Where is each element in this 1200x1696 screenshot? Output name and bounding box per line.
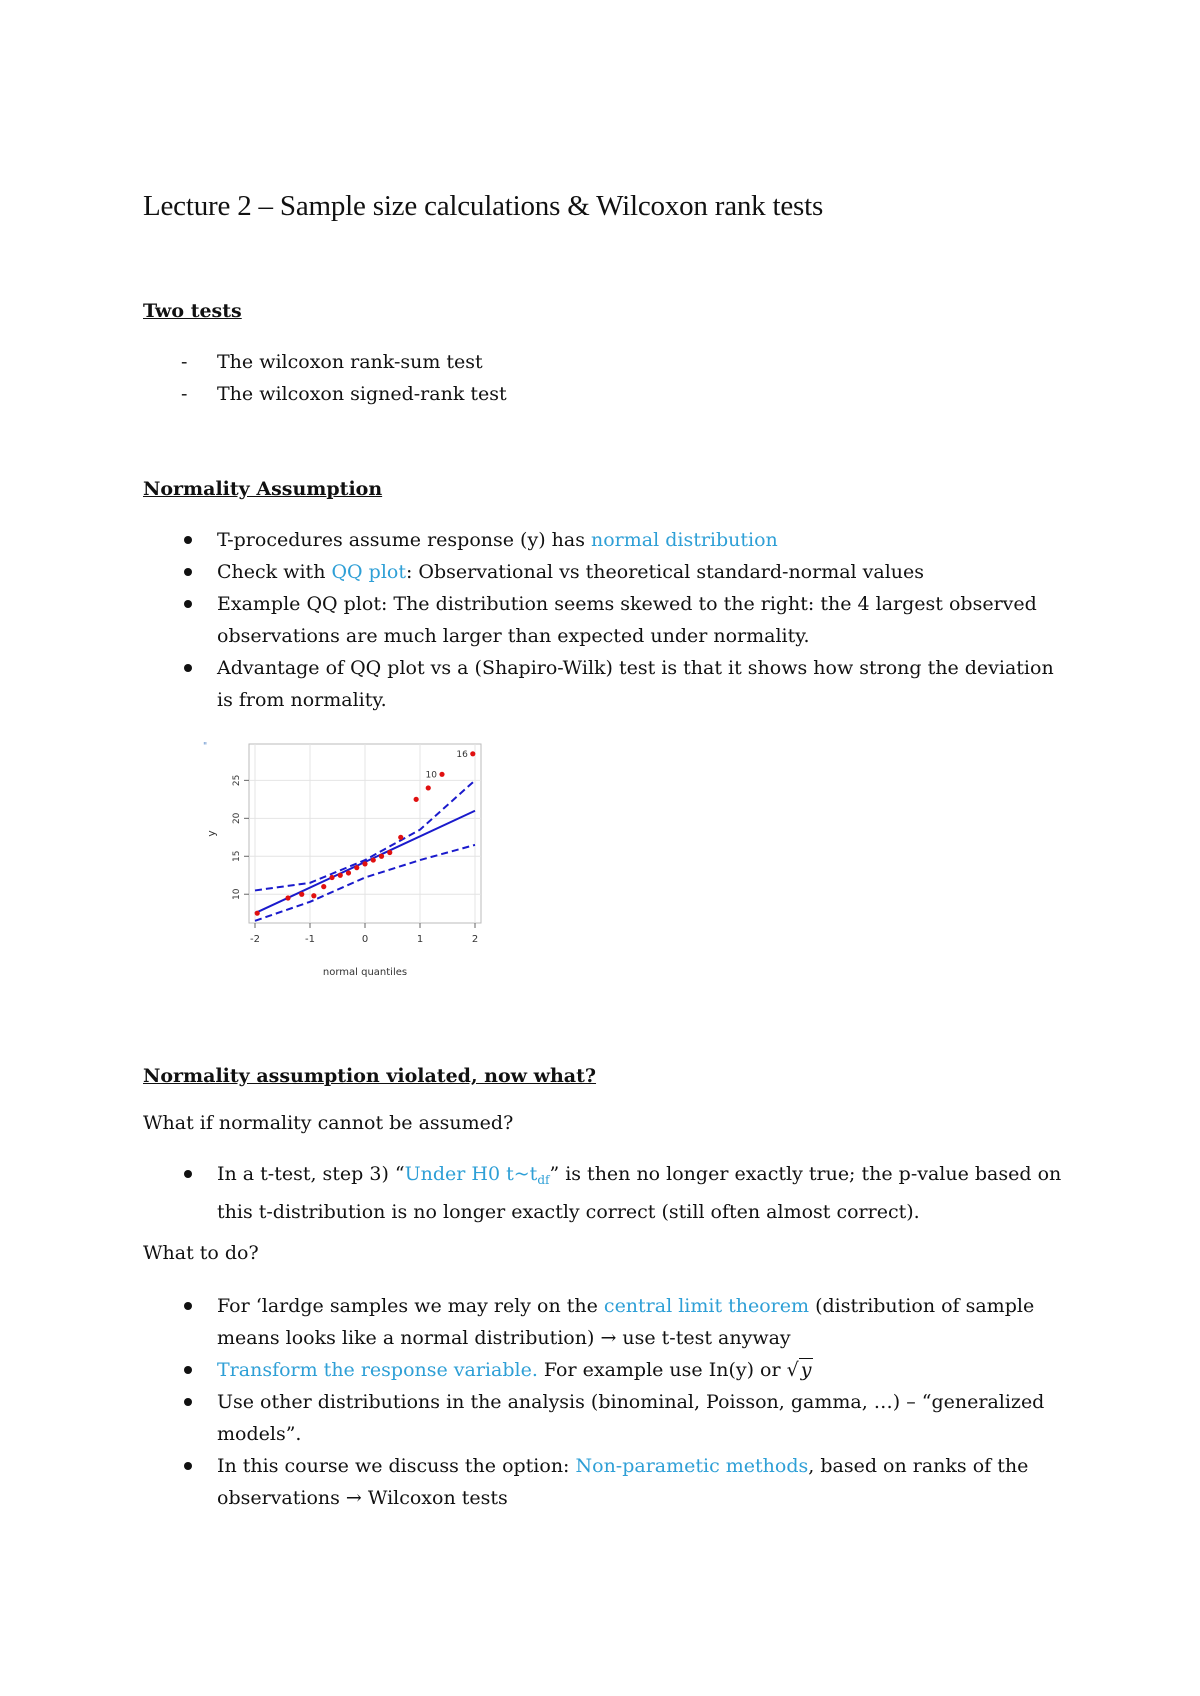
- data-point: [426, 785, 431, 790]
- data-point: [362, 861, 367, 866]
- data-point: [329, 875, 334, 880]
- text: For example use In(y) or: [537, 1359, 787, 1381]
- bullet-icon: [184, 536, 192, 544]
- x-tick-label: -2: [250, 934, 260, 945]
- x-tick-label: -1: [305, 934, 315, 945]
- data-point: [255, 911, 260, 916]
- normality-list: [143, 524, 1073, 716]
- data-point: [321, 884, 326, 889]
- list-item: [143, 1386, 1073, 1450]
- text: (distribution of sample means looks like a normal distribution): [217, 1295, 1035, 1349]
- data-point: [354, 865, 359, 870]
- list-item-text: The wilcoxon rank-sum test: [217, 351, 483, 373]
- question-what-to-do: What to do?: [143, 1242, 259, 1264]
- bullet-icon: [184, 1302, 192, 1310]
- list-item: [143, 378, 1073, 410]
- dash-marker: -: [181, 383, 188, 405]
- what-to-do-list: [143, 1290, 1073, 1514]
- sqrt-sign: √: [786, 1359, 799, 1381]
- heading-normality: Normality Assumption: [143, 478, 383, 500]
- page-title: Lecture 2 – Sample size calculations & Wilcoxon rank tests: [143, 190, 824, 222]
- list-item: [143, 1354, 1073, 1386]
- text: Wilcoxon tests: [361, 1487, 508, 1509]
- list-item: [143, 1158, 1073, 1228]
- text: For ‘lardge samples we may rely on the: [217, 1295, 604, 1317]
- y-axis-label: y: [205, 830, 218, 837]
- text: T-procedures assume response (y) has: [217, 529, 591, 551]
- data-point: [299, 892, 304, 897]
- bullet-icon: [184, 1462, 192, 1470]
- list-item: [143, 346, 1073, 378]
- list-item: [143, 588, 1073, 652]
- term-central-limit-theorem: central limit theorem: [603, 1295, 810, 1317]
- term-transform: Transform the response variable.: [217, 1359, 538, 1381]
- y-tick-label: 20: [232, 812, 242, 825]
- x-tick-label: 2: [471, 934, 479, 945]
- point-label: 10: [425, 770, 437, 781]
- y-tick-label: 10: [232, 888, 242, 900]
- heading-violated: Normality assumption violated, now what?: [143, 1065, 597, 1087]
- text: , based on ranks of the observations: [217, 1455, 1029, 1509]
- x-tick-label: 0: [361, 934, 369, 945]
- dash-marker: -: [181, 351, 188, 373]
- text: Check with: [217, 561, 332, 583]
- data-point: [398, 835, 403, 840]
- term-non-parametric: Non-parametic methods: [575, 1455, 809, 1477]
- text: In this course we discuss the option:: [217, 1455, 576, 1477]
- text: Under H0 t~t: [404, 1163, 538, 1185]
- list-item: [143, 1450, 1073, 1514]
- question-normality: What if normality cannot be assumed?: [143, 1112, 514, 1134]
- arrow-right-icon: →: [600, 1327, 617, 1349]
- bullet-icon: [184, 568, 192, 576]
- data-point: [379, 854, 384, 859]
- data-point: [387, 850, 392, 855]
- bullet-icon: [184, 1170, 192, 1178]
- text: Use other distributions in the analysis (binominal, Poisson, gamma, …) – “generalized models”.: [217, 1391, 1045, 1445]
- data-point: [311, 893, 316, 898]
- term-under-h0: [405, 1163, 550, 1185]
- text: : Observational vs theoretical standard-normal values: [405, 561, 925, 583]
- bullet-icon: [184, 664, 192, 672]
- data-point: [414, 797, 419, 802]
- list-item-text: The wilcoxon signed-rank test: [217, 383, 507, 405]
- bullet-icon: [184, 1398, 192, 1406]
- list-item: [143, 524, 1073, 556]
- heading-two-tests: Two tests: [143, 300, 242, 322]
- subscript: df: [537, 1173, 550, 1187]
- text: In a t-test, step 3) “: [217, 1163, 405, 1185]
- y-tick-label: 15: [232, 850, 242, 862]
- bullet-icon: [184, 1366, 192, 1374]
- sqrt-variable: y: [800, 1359, 812, 1381]
- data-point: [371, 857, 376, 862]
- term-normal-distribution: normal distribution: [591, 529, 778, 551]
- list-item: [143, 652, 1073, 716]
- violated-list: [143, 1158, 1073, 1228]
- text: ” is then no longer exactly true; the p-value based on this t-distribution is no longer exactly correct (still often almost correct).: [217, 1163, 1062, 1223]
- y-tick-label: 25: [232, 774, 242, 787]
- x-tick-label: 1: [416, 934, 424, 945]
- bullet-icon: [184, 600, 192, 608]
- data-point: [470, 751, 475, 756]
- sqrt-y: [787, 1358, 814, 1381]
- x-axis-label: normal quantiles: [322, 967, 408, 978]
- list-item: [143, 556, 1073, 588]
- data-point: [346, 870, 351, 875]
- qq-plot: [195, 735, 495, 985]
- term-qq-plot: QQ plot: [331, 561, 406, 583]
- data-point: [439, 772, 444, 777]
- point-label: 16: [456, 749, 468, 760]
- text: Example QQ plot: The distribution seems skewed to the right: the 4 largest observed observations are much larger than expected under normality.: [217, 593, 1037, 647]
- list-item: [143, 1290, 1073, 1354]
- text: Advantage of QQ plot vs a (Shapiro-Wilk) test is that it shows how strong the deviation is from normality.: [217, 657, 1054, 711]
- arrow-right-icon: →: [345, 1487, 362, 1509]
- data-point: [285, 895, 290, 900]
- two-tests-list: [143, 346, 1073, 410]
- data-point: [338, 873, 343, 878]
- text: use t-test anyway: [616, 1327, 791, 1349]
- small-mark: ": [203, 742, 208, 752]
